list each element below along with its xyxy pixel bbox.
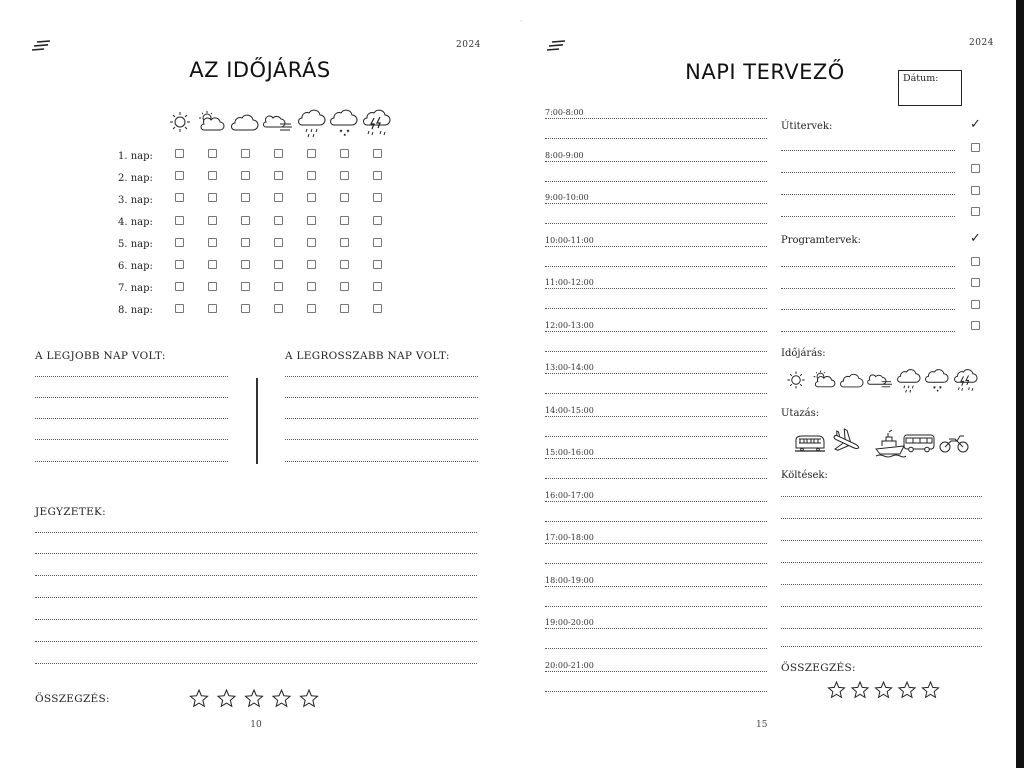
weather-checkbox[interactable]	[241, 216, 250, 225]
cloud-icon	[841, 374, 864, 387]
program-plan-line[interactable]	[781, 288, 955, 289]
time-slot-line[interactable]	[545, 181, 767, 182]
time-slot-label: 19:00-20:00	[545, 618, 594, 627]
star-icon[interactable]	[218, 690, 235, 706]
expense-line[interactable]	[781, 628, 982, 629]
time-slot-line[interactable]	[545, 266, 767, 267]
weather-checkbox[interactable]	[340, 260, 349, 269]
partly-cloudy-icon	[199, 111, 224, 130]
time-slot-label: 20:00-21:00	[545, 660, 594, 670]
year-label: 2024	[456, 40, 481, 50]
best-day-line[interactable]	[35, 461, 228, 462]
partly-cloudy-icon	[814, 371, 835, 387]
program-plan-line[interactable]	[781, 266, 955, 267]
weather-icon-row	[168, 108, 398, 140]
weather-checkbox[interactable]	[274, 260, 283, 269]
expense-line[interactable]	[781, 496, 982, 497]
time-slot-line[interactable]	[545, 308, 767, 309]
time-slot-label: 13:00-14:00	[545, 363, 594, 372]
storm-icon	[955, 370, 978, 391]
wind-icon	[264, 116, 293, 130]
time-slot-line[interactable]	[545, 416, 767, 417]
weather-checkbox[interactable]	[175, 282, 184, 291]
window-edge	[1016, 0, 1024, 768]
weather-checkbox[interactable]	[208, 149, 217, 158]
day-label: 8. nap:	[118, 305, 153, 316]
best-day-label: A LEGJOBB NAP VOLT:	[35, 350, 166, 362]
summary-label: ÖSSZEGZÉS:	[35, 693, 110, 705]
ship-icon	[876, 430, 906, 457]
weather-checkbox[interactable]	[307, 304, 316, 313]
rating-stars	[826, 680, 942, 702]
year-label: 2024	[969, 38, 994, 48]
sun-icon	[170, 112, 190, 132]
travel-label: Utazás:	[781, 408, 820, 419]
weather-checkbox[interactable]	[175, 260, 184, 269]
best-day-line[interactable]	[35, 439, 228, 440]
weather-checkbox[interactable]	[241, 282, 250, 291]
time-slot-line[interactable]	[545, 373, 767, 374]
rating-stars	[188, 688, 324, 710]
time-slot-line[interactable]	[545, 351, 767, 352]
weather-checkbox[interactable]	[241, 238, 250, 247]
notes-line[interactable]	[35, 641, 477, 642]
travel-plan-checkbox[interactable]	[971, 207, 980, 216]
time-slot-label: 11:00-12:00	[545, 278, 594, 287]
rain-icon	[299, 110, 326, 137]
snow-icon	[331, 110, 358, 135]
notes-label: JEGYZETEK:	[35, 506, 107, 518]
star-icon[interactable]	[245, 690, 262, 706]
weather-checkbox[interactable]	[340, 282, 349, 291]
star-icon[interactable]	[273, 690, 290, 706]
time-slot-label: 14:00-15:00	[545, 405, 594, 415]
cloud-icon	[232, 115, 259, 130]
star-icon[interactable]	[875, 682, 891, 697]
worst-day-line[interactable]	[285, 397, 478, 398]
time-slot-label: 15:00-16:00	[545, 448, 594, 457]
time-slot-line[interactable]	[545, 223, 767, 224]
rain-icon	[898, 370, 921, 393]
time-slot-line[interactable]	[545, 246, 767, 247]
weather-checkbox[interactable]	[274, 149, 283, 158]
worst-day-line[interactable]	[285, 418, 478, 419]
time-slot-line[interactable]	[545, 543, 767, 544]
weather-checkbox[interactable]	[274, 238, 283, 247]
program-plan-checkbox[interactable]	[971, 321, 980, 330]
weather-checkbox[interactable]	[208, 260, 217, 269]
weather-checkbox[interactable]	[274, 304, 283, 313]
notes-line[interactable]	[35, 532, 477, 533]
travel-plan-checkbox[interactable]	[971, 143, 980, 152]
weather-checkbox[interactable]	[340, 216, 349, 225]
star-icon[interactable]	[190, 690, 207, 706]
weather-checkbox[interactable]	[373, 260, 382, 269]
checkmark-icon: ✓	[970, 117, 981, 132]
star-icon[interactable]	[300, 690, 317, 706]
time-slot-label: 18:00-19:00	[545, 575, 594, 585]
weather-checkbox[interactable]	[241, 149, 250, 158]
day-label: 5. nap:	[118, 239, 153, 250]
sun-icon	[788, 372, 805, 389]
page-title: NAPI TERVEZŐ	[685, 60, 845, 84]
time-slot-line[interactable]	[545, 458, 767, 459]
time-slot-label: 10:00-11:00	[545, 235, 594, 245]
weather-checkbox[interactable]	[340, 304, 349, 313]
wind-icon	[868, 375, 892, 387]
weather-checkbox[interactable]	[307, 216, 316, 225]
time-slot-label: 8:00-9:00	[545, 150, 584, 160]
worst-day-label: A LEGROSSZABB NAP VOLT:	[285, 350, 450, 362]
travel-plan-line[interactable]	[781, 172, 955, 173]
weather-checkbox[interactable]	[208, 238, 217, 247]
program-plan-line[interactable]	[781, 331, 955, 332]
weather-checkbox[interactable]	[307, 282, 316, 291]
expenses-label: Költések:	[781, 470, 828, 481]
time-slot-line[interactable]	[545, 648, 767, 649]
weather-checkbox[interactable]	[274, 282, 283, 291]
time-slot-label: 12:00-13:00	[545, 320, 594, 330]
star-icon[interactable]	[899, 682, 915, 697]
column-divider	[256, 378, 258, 464]
date-label: Dátum:	[903, 73, 939, 84]
weather-checkbox[interactable]	[208, 304, 217, 313]
travel-plans-label: Útitervek:	[781, 121, 833, 132]
travel-icon-row	[794, 428, 974, 458]
weather-checkbox[interactable]	[373, 238, 382, 247]
weather-checkbox[interactable]	[307, 193, 316, 202]
time-slot-line[interactable]	[545, 521, 767, 522]
travel-plan-line[interactable]	[781, 194, 955, 195]
bus-icon	[904, 435, 934, 452]
brand-logo-icon	[545, 40, 567, 52]
weather-checkbox[interactable]	[373, 149, 382, 158]
weather-checkbox[interactable]	[340, 238, 349, 247]
weather-checkbox[interactable]	[175, 304, 184, 313]
weather-checkbox[interactable]	[274, 216, 283, 225]
weather-checkbox[interactable]	[373, 193, 382, 202]
time-slot-line[interactable]	[545, 436, 767, 437]
storm-icon	[364, 110, 391, 135]
worst-day-line[interactable]	[285, 439, 478, 440]
expense-line[interactable]	[781, 562, 982, 563]
expense-line[interactable]	[781, 584, 982, 585]
star-icon[interactable]	[922, 682, 938, 697]
best-day-line[interactable]	[35, 376, 228, 377]
weather-checkbox[interactable]	[175, 149, 184, 158]
notes-line[interactable]	[35, 663, 477, 664]
train-icon	[795, 436, 825, 451]
best-day-line[interactable]	[35, 397, 228, 398]
time-slot-label: 17:00-18:00	[545, 533, 594, 542]
time-slot-line[interactable]	[545, 586, 767, 587]
time-slot-line[interactable]	[545, 288, 767, 289]
worst-day-line[interactable]	[285, 376, 478, 377]
time-slot-line[interactable]	[545, 138, 767, 139]
weather-checkbox[interactable]	[307, 238, 316, 247]
time-slot-line[interactable]	[545, 691, 767, 692]
weather-checkbox[interactable]	[208, 171, 217, 180]
time-slot-line[interactable]	[545, 161, 767, 162]
weather-checkbox[interactable]	[241, 260, 250, 269]
day-label: 3. nap:	[118, 195, 153, 206]
time-slot-label: 16:00-17:00	[545, 490, 594, 500]
time-slot-line[interactable]	[545, 203, 767, 204]
weather-checkbox[interactable]	[208, 193, 217, 202]
weather-checkbox[interactable]	[175, 238, 184, 247]
time-slot-line[interactable]	[545, 393, 767, 394]
worst-day-line[interactable]	[285, 461, 478, 462]
expense-line[interactable]	[781, 646, 982, 647]
time-slot-label: 7:00-8:00	[545, 108, 584, 117]
page-number: 15	[756, 720, 768, 730]
day-label: 2. nap:	[118, 173, 153, 184]
weather-checkbox[interactable]	[340, 171, 349, 180]
weather-icon-row	[786, 366, 982, 396]
expense-line[interactable]	[781, 540, 982, 541]
travel-plan-checkbox[interactable]	[971, 164, 980, 173]
weather-checkbox[interactable]	[307, 260, 316, 269]
time-slot-line[interactable]	[545, 563, 767, 564]
time-slot-line[interactable]	[545, 118, 767, 119]
travel-plan-line[interactable]	[781, 216, 955, 217]
motorcycle-icon	[940, 436, 968, 452]
weather-label: Időjárás:	[781, 348, 826, 359]
notes-line[interactable]	[35, 619, 477, 620]
snow-icon	[926, 370, 949, 392]
checkmark-icon: ✓	[970, 231, 981, 246]
weather-checkbox[interactable]	[208, 216, 217, 225]
weather-checkbox[interactable]	[241, 304, 250, 313]
weather-checkbox[interactable]	[175, 193, 184, 202]
program-plan-checkbox[interactable]	[971, 300, 980, 309]
brand-logo-icon	[30, 40, 52, 52]
weather-checkbox[interactable]	[373, 282, 382, 291]
weather-checkbox[interactable]	[307, 149, 316, 158]
weather-checkbox[interactable]	[340, 193, 349, 202]
notes-line[interactable]	[35, 553, 477, 554]
summary-label: ÖSSZEGZÉS:	[781, 662, 856, 674]
weather-checkbox[interactable]	[241, 193, 250, 202]
weather-checkbox[interactable]	[373, 304, 382, 313]
weather-checkbox[interactable]	[307, 171, 316, 180]
day-label: 1. nap:	[118, 151, 153, 162]
day-label: 7. nap:	[118, 283, 153, 294]
weather-checkbox[interactable]	[373, 171, 382, 180]
weather-checkbox[interactable]	[274, 171, 283, 180]
travel-plan-line[interactable]	[781, 150, 955, 151]
time-slot-line[interactable]	[545, 606, 767, 607]
weather-checkbox[interactable]	[208, 282, 217, 291]
day-label: 6. nap:	[118, 261, 153, 272]
page-number: 10	[250, 720, 262, 730]
program-plan-checkbox[interactable]	[971, 278, 980, 287]
weather-checkbox[interactable]	[175, 171, 184, 180]
weather-checkbox[interactable]	[274, 193, 283, 202]
time-slot-line[interactable]	[545, 628, 767, 629]
time-slot-label: 9:00-10:00	[545, 193, 589, 202]
weather-checkbox[interactable]	[175, 216, 184, 225]
travel-plan-checkbox[interactable]	[971, 186, 980, 195]
best-day-line[interactable]	[35, 418, 228, 419]
expense-line[interactable]	[781, 518, 982, 519]
star-icon[interactable]	[852, 682, 868, 697]
airplane-icon	[830, 428, 864, 458]
day-label: 4. nap:	[118, 217, 153, 228]
expense-line[interactable]	[781, 606, 982, 607]
time-slot-line[interactable]	[545, 671, 767, 672]
time-slot-line[interactable]	[545, 331, 767, 332]
program-plans-label: Programtervek:	[781, 235, 861, 246]
program-plan-checkbox[interactable]	[971, 257, 980, 266]
time-slot-line[interactable]	[545, 501, 767, 502]
time-slot-line[interactable]	[545, 478, 767, 479]
weather-checkbox[interactable]	[340, 149, 349, 158]
weather-checkbox[interactable]	[241, 171, 250, 180]
star-icon[interactable]	[828, 682, 844, 697]
notes-line[interactable]	[35, 597, 477, 598]
notes-line[interactable]	[35, 575, 477, 576]
weather-checkbox[interactable]	[373, 216, 382, 225]
page-title: AZ IDŐJÁRÁS	[189, 58, 331, 82]
program-plan-line[interactable]	[781, 309, 955, 310]
